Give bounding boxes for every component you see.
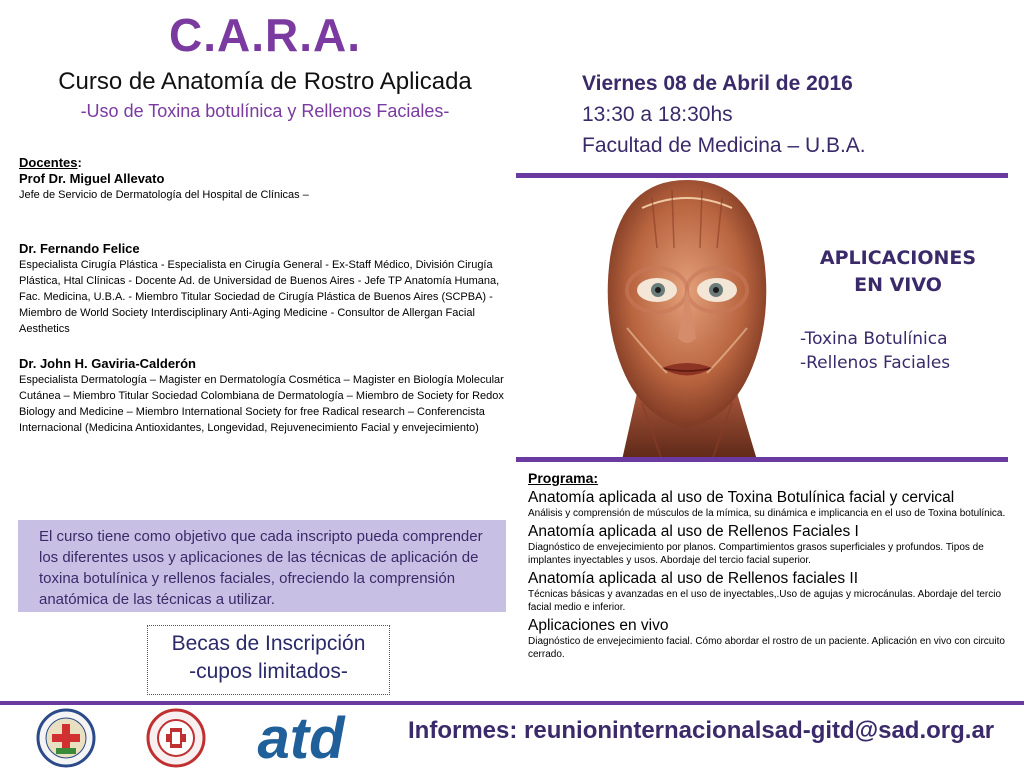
docentes-heading: Docentes:: [19, 155, 82, 170]
aplicaciones-list: [800, 327, 950, 375]
course-topic: -Uso de Toxina botulínica y Rellenos Faciales-: [80, 101, 450, 121]
facial-anatomy-image: [582, 178, 792, 460]
event-date: Viernes 08 de Abril de 2016: [582, 72, 853, 95]
docente-name: Dr. John H. Gaviria-Calderón: [19, 356, 196, 371]
aplicaciones-title: [793, 245, 1003, 299]
docente-item: [19, 356, 509, 436]
event-info: [582, 68, 866, 161]
aplicaciones-item: -Toxina Botulínica: [800, 329, 948, 349]
course-title: C.A.R.A.: [169, 9, 361, 61]
docente-desc: Jefe de Servicio de Dermatología del Hospital de Clínicas –: [19, 189, 309, 201]
programa-heading: Programa:: [528, 470, 599, 486]
programa-item: [528, 522, 1008, 567]
programa-section: [528, 470, 1008, 661]
event-time: 13:30 a 18:30hs: [582, 103, 733, 126]
programa-item: [528, 488, 1008, 520]
becas-subtitle: -cupos limitados-: [189, 660, 348, 683]
gitd-logo: [34, 708, 98, 768]
docente-name: Prof Dr. Miguel Allevato: [19, 171, 165, 186]
docente-name: Dr. Fernando Felice: [19, 241, 140, 256]
course-subtitle: Curso de Anatomía de Rostro Aplicada: [58, 68, 472, 95]
programa-item-title: Anatomía aplicada al uso de Rellenos faciales II: [528, 570, 859, 587]
course-objective: El curso tiene como objetivo que cada inscripto pueda comprender los diferentes usos y aplicaciones de las técnicas de aplicación de toxina botulínica y rellenos faciales, ofreciendo la comprensión anatómica de las técnicas a utilizar.: [18, 520, 506, 612]
becas-title: Becas de Inscripción: [171, 632, 366, 655]
programa-item-title: Anatomía aplicada al uso de Rellenos Faciales I: [528, 523, 859, 540]
footer-divider: [0, 701, 1024, 705]
programa-item-desc: Técnicas básicas y avanzadas en el uso de inyectables,.Uso de agujas y microcánulas. Abordaje del tercio facial medio e inferior.: [528, 589, 1002, 613]
atd-logo: [243, 708, 359, 768]
aplicaciones-item: -Rellenos Faciales: [800, 353, 951, 373]
programa-item-title: Aplicaciones en vivo: [528, 617, 669, 634]
middle-divider: [516, 457, 1008, 462]
programa-item: [528, 569, 1008, 614]
aplicaciones-title-line: EN VIVO: [854, 274, 942, 296]
event-place: Facultad de Medicina – U.B.A.: [582, 134, 866, 157]
programa-item-desc: Diagnóstico de envejecimiento por planos. Compartimientos grasos superficiales y profundos. Tipos de implantes inyectables y usos. Abordaje del tercio facial superior.: [528, 542, 984, 566]
programa-item-desc: Análisis y comprensión de músculos de la mímica, su dinámica e implicancia en el uso de Toxina botulínica.: [528, 508, 1006, 519]
docente-desc: Especialista Cirugía Plástica - Especialista en Cirugía General - Ex-Staff Médico, División Cirugía Plástica, Htal Clínicas - Docente Ad. de Universidad de Buenos Aires - Jefe TP Anatomía Humana, Fac. Medicina, U.B.A. - Miembro Titular Sociedad de Cirugía Plástica de Buenos Aires (SCPBA) - Miembro de World Society Interdisciplinary Anti-Aging Medicine - Consultor de Allergan Facial Aesthetics: [19, 259, 500, 335]
docente-desc: Especialista Dermatología – Magister en Dermatología Cosmética – Magister en Biología Molecular Cutánea – Miembro Titular Sociedad Colombiana de Dermatología – Miembro de Society for Redox Biology and Medicine – Miembro International Society for free Radical research – Conferencista Internacional (Medicina Antioxidantes, Longevidad, Rejuvenecimiento Facial y envejecimiento): [19, 374, 504, 434]
docente-item: [19, 241, 509, 337]
docentes-section: [19, 155, 509, 436]
sad-logo: [144, 708, 208, 768]
aplicaciones-title-line: APLICACIONES: [819, 247, 977, 269]
programa-item-desc: Diagnóstico de envejecimiento facial. Cómo abordar el rostro de un paciente. Aplicación en vivo con circuito cerrado.: [528, 636, 1005, 660]
programa-item-title: Anatomía aplicada al uso de Toxina Botulínica facial y cervical: [528, 489, 955, 506]
becas-box: [147, 625, 390, 695]
docente-item: [19, 171, 509, 203]
programa-item: [528, 616, 1008, 661]
informes-contact: Informes: reunioninternacionalsad-gitd@sad.org.ar: [408, 717, 995, 744]
svg-text:atd: atd: [257, 708, 345, 768]
